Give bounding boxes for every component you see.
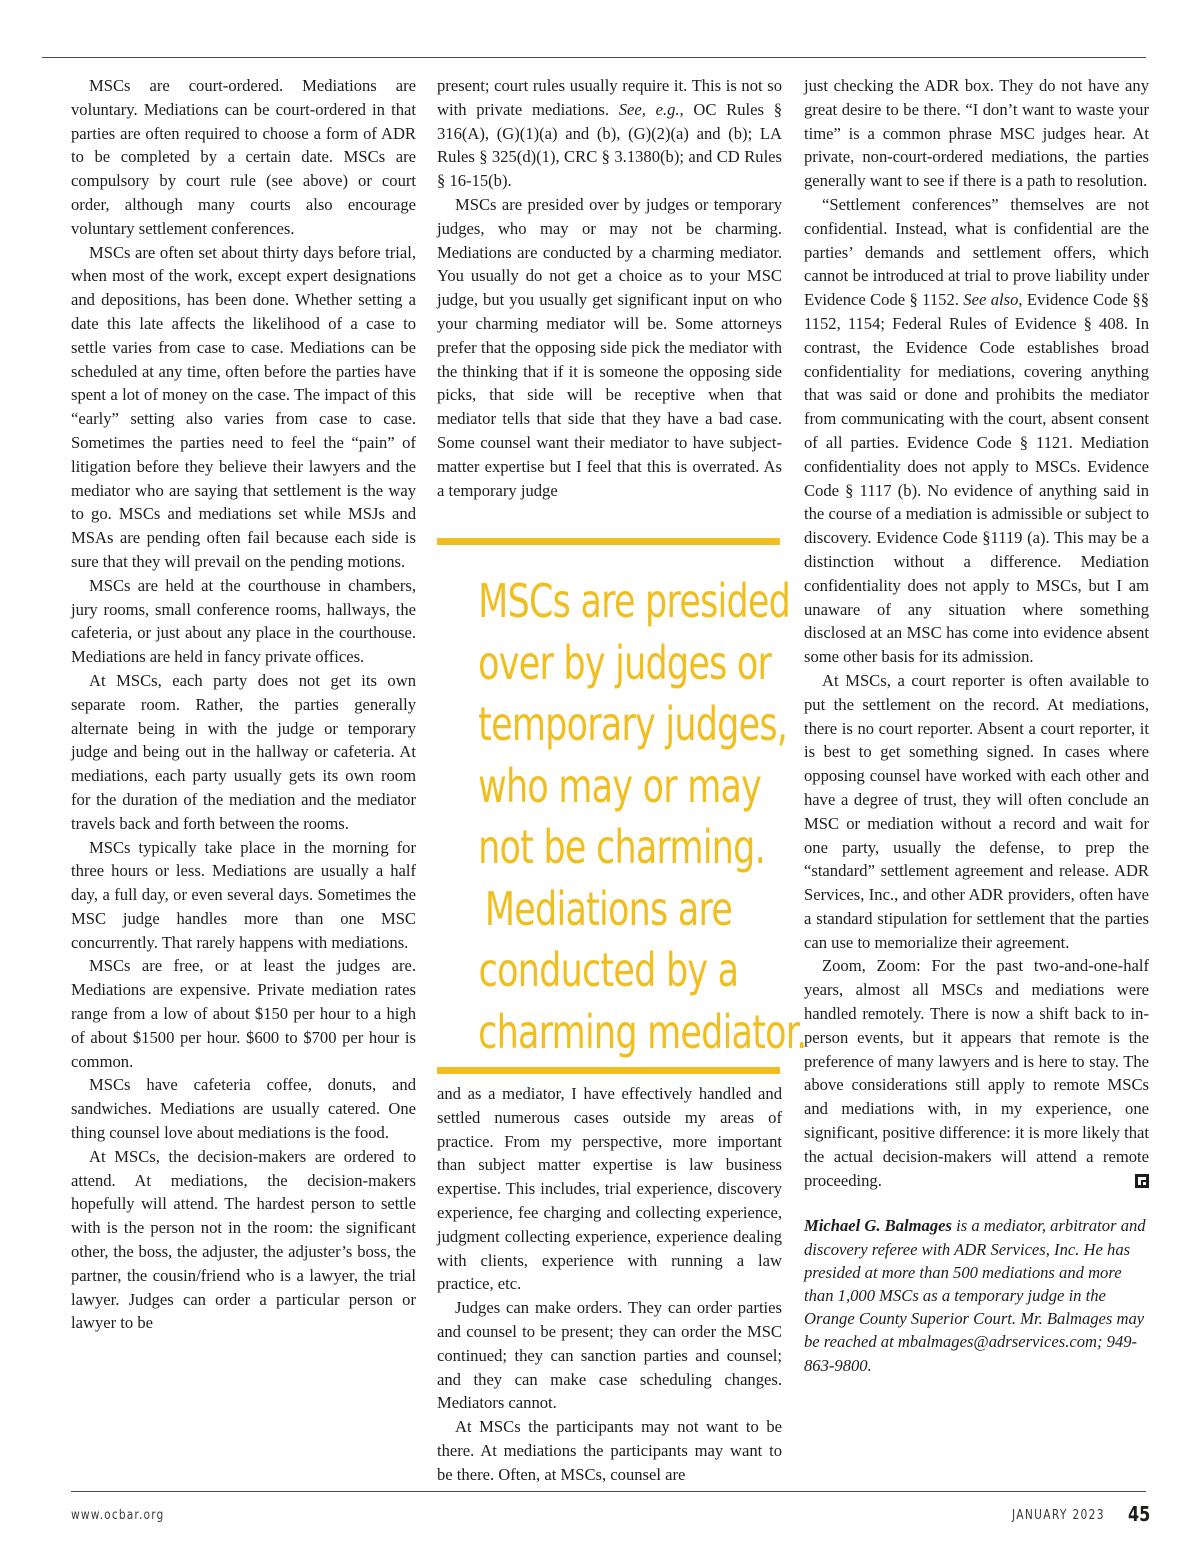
paragraph: MSCs are presided over by judges or temporary judges, who may or may not be charming. Mediations are conducted by a charming mediator. You usually do not get a choice as to your MSC judge, but you usually get significant input on who your charming mediator will be. Some attorneys prefer that the opposing side pick the mediator with the thinking that if it is someone the opposing side picks, that side will be receptive when that mediator tells that side that they have a bad case. Some counsel want their mediator to have subject-matter expertise but I feel that this is overrated. As a temporary judge [437,194,782,500]
pull-quote-line: MSCs are presided [478,574,791,628]
pull-quote-line: temporary judges, [478,697,788,751]
pull-quote-line: over by judges or [478,635,772,690]
footer-website: www.ocbar.org [71,1508,165,1523]
column-3 [804,74,1149,1377]
column-1 [71,74,416,1335]
top-rule [42,57,1146,58]
pull-quote [437,538,807,1074]
footer-date: JANUARY 2023 [1012,1508,1105,1523]
paragraph: Zoom, Zoom: For the past two-and-one-half years, almost all MSCs and mediations were handled remotely. There is now a shift back to in-person events, but it appears that remote is the preference of many lawyers and is here to stay. The above considerations still apply to remote MSCs and mediations with, in my experience, one significant, positive difference: it is more likely that the actual decision-makers will attend a remote proceeding. [804,956,1149,1190]
paragraph: MSCs are free, or at least the judges are. Mediations are expensive. Private mediation rates range from a low of about $150 per hour to a high of about $1500 per hour. $600 to $700 per hour is common. [71,956,416,1071]
bottom-rule [71,1491,1146,1492]
paragraph: MSCs are often set about thirty days before trial, when most of the work, except expert designations and depositions, has been done. Whether setting a date this late affects the likelihood of a case to settle varies from case to case. Mediations can be scheduled at any time, often before the parties have spent a lot of money on the case. The impact of this “early” setting also varies from case to case. Sometimes the parties need to feel the “pain” of litigation before they believe their lawyers and the mediator who are saying that settlement is the way to go. MSCs and mediations set while MSJs and MSAs are pending often fail because each side is sure that they will prevail on the pending motions. [71,242,416,571]
pull-quote-line: not be charming. [478,820,765,874]
paragraph: At MSCs, the decision-makers are ordered to attend. At mediations, the decision-makers hopefully will attend. The hardest person to settle with is the person not in the room: the significant other, the boss, the adjuster, the adjuster’s boss, the partner, the cousin/friend who is a lawyer, the trial lawyer. Judges can order a particular person or lawyer to be [71,1146,416,1333]
author-bio: Michael G. Balmages is a mediator, arbitrator and discovery referee with ADR Services, Inc. He has presided at more than 500 mediations and more than 1,000 MSCs as a temporary judge in the Orange County Superior Court. Mr. Balmages may be reached at mbalmages@adrservices.com; 949-863-9800. [804,1216,1146,1375]
paragraph: just checking the ADR box. They do not have any great desire to be there. “I don’t want to waste your time” is a common phrase MSC judges hear. At private, non-court-ordered mediations, the parties generally want to see if there is a path to resolution. [804,76,1149,191]
paragraph: present; court rules usually require it. This is not so with private mediations. See, e.g., OC Rules § 316(A), (G)(1)(a) and (b), (G)(2)(a) and (b); LA Rules § 325(d)(1), CRC § 3.1380(b); and CD Rules § 16-15(b). [437,76,782,191]
paragraph: MSCs are held at the courthouse in chambers, jury rooms, small conference rooms, hallways, the cafeteria, or just about any place in the courthouse. Mediations are held in fancy private offices. [71,575,416,667]
paragraph: and as a mediator, I have effectively handled and settled numerous cases outside my areas of practice. From my perspective, more important than subject matter expertise is law business expertise. This includes, trial experience, discovery experience, fee charging and collecting experience, judgment collecting experience, experience dealing with clients, experience with running a law practice, etc. [437,1084,782,1294]
paragraph: MSCs are court-ordered. Mediations are voluntary. Mediations can be court-ordered in that parties are often required to choose a form of ADR to be completed by a certain date. MSCs are compulsory by court rule (see above) or court order, although many courts also encourage voluntary settlement conferences. [71,76,416,238]
pull-quote-line: conducted by a [478,943,739,997]
paragraph: At MSCs the participants may not want to be there. At mediations the participants may want to be there. Often, at MSCs, counsel are [437,1417,782,1484]
pull-quote-line: who may or may [478,758,762,813]
pull-quote-text [478,571,807,1063]
column-2-top [437,74,782,502]
paragraph: At MSCs, a court reporter is often available to put the settlement on the record. At mediations, there is no court reporter. Absent a court reporter, it is best to get something signed. In cases where opposing counsel have worked with each other and have a degree of trust, they will often conclude an MSC or mediation without a record and wait for one party, usually the defense, to prep the “standard” settlement agreement and release. ADR Services, Inc., and other ADR providers, often have a standard stipulation for settlement that the parties can use to memorialize their agreement. [804,670,1149,952]
paragraph: MSCs typically take place in the morning for three hours or less. Mediations are usually a half day, a full day, or even several days. Sometimes the MSC judge handles more than one MSC concurrently. That rarely happens with mediations. [71,837,416,952]
paragraph: At MSCs, each party does not get its own separate room. Rather, the parties generally alternate being in with the judge or temporary judge and being out in the hallway or cafeteria. At mediations, each party usually gets its own room for the duration of the mediation and the mediator travels back and forth between the rooms. [71,670,416,833]
paragraph: “Settlement conferences” themselves are not confidential. Instead, what is confidential are the parties’ demands and settlement offers, which cannot be introduced at trial to prove liability under Evidence Code § 1152. See also, Evidence Code §§ 1152, 1154; Federal Rules of Evidence § 408. In contrast, the Evidence Code establishes broad confidentiality for mediations, covering anything that was said or done and prohibits the mediator from communicating with the court, absent consent of all parties. Evidence Code § 1121. Mediation confidentiality does not apply to MSCs. Evidence Code § 1117 (b). No evidence of anything said in the course of a mediation is admissible or subject to discovery. Evidence Code §1119 (a). This may be a distinction without a difference. Mediation confidentiality does not apply to MSCs, but I am unaware of any situation where something disclosed at an MSC has come into evidence absent some other basis for its admission. [804,194,1150,667]
end-mark-icon [1135,1174,1149,1188]
pull-quote-line: charming mediator. [478,1004,807,1059]
column-2-bottom [437,1082,782,1487]
page-number: 45 [1128,1502,1151,1526]
paragraph: MSCs have cafeteria coffee, donuts, and sandwiches. Mediations are usually catered. One thing counsel love about mediations is the food. [71,1075,416,1143]
pull-quote-line: Mediations are [484,881,733,936]
paragraph: Judges can make orders. They can order parties and counsel to be present; they can order the MSC continued; they can sanction parties and counsel; and they can make case scheduling changes. Mediators cannot. [437,1298,782,1413]
